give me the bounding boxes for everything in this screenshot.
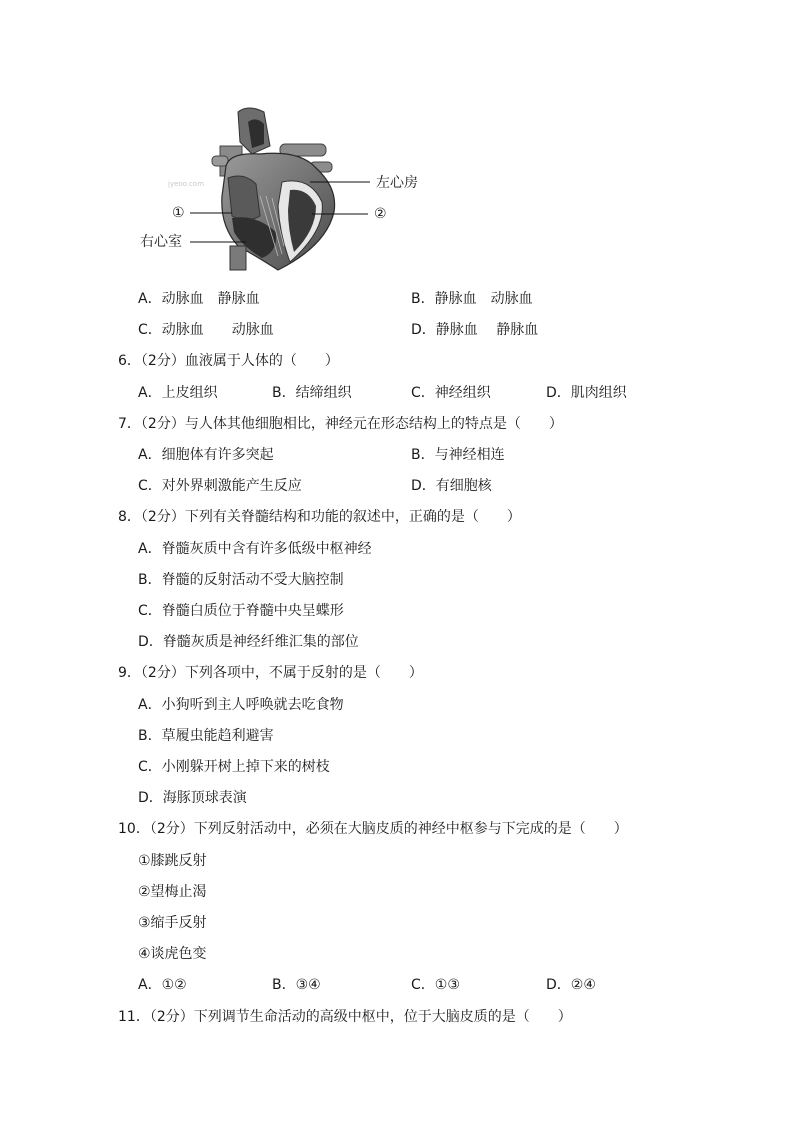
q6-option-d[interactable]: D．肌肉组织	[546, 385, 627, 401]
q5-option-b[interactable]: B．静脉血 动脉血	[411, 291, 533, 307]
q5-option-d[interactable]: D．静脉血 静脉血	[411, 322, 539, 338]
q11-stem: 11．（2分）下列调节生命活动的高级中枢中，位于大脑皮质的是（ ）	[118, 1009, 572, 1025]
q8-option-a[interactable]: A．脊髓灰质中含有许多低级中枢神经	[138, 541, 372, 557]
q8-stem: 8．（2分）下列有关脊髓结构和功能的叙述中，正确的是（ ）	[118, 509, 521, 525]
q9-option-c[interactable]: C．小刚躲开树上掉下来的树枝	[138, 759, 330, 775]
q10-option-c[interactable]: C．①③	[411, 977, 460, 993]
q10-item-2: ②望梅止渴	[138, 884, 207, 900]
q9-option-a[interactable]: A．小狗听到主人呼唤就去吃食物	[138, 697, 344, 713]
q6-stem: 6．（2分）血液属于人体的（ ）	[118, 353, 339, 369]
q5-option-a[interactable]: A．动脉血 静脉血	[138, 291, 260, 307]
q5-option-c[interactable]: C．动脉血 动脉血	[138, 322, 274, 338]
label-right-ventricle: 右心室	[140, 234, 182, 250]
q10-item-1: ①膝跳反射	[138, 853, 207, 869]
q9-option-b[interactable]: B．草履虫能趋利避害	[138, 728, 274, 744]
label-left-atrium: 左心房	[376, 175, 418, 191]
q10-option-a[interactable]: A．①②	[138, 977, 187, 993]
q10-item-3: ③缩手反射	[138, 915, 207, 931]
q10-item-4: ④谈虎色变	[138, 946, 207, 962]
q7-stem: 7．（2分）与人体其他细胞相比，神经元在形态结构上的特点是（ ）	[118, 416, 563, 432]
q9-option-d[interactable]: D．海豚顶球表演	[138, 790, 247, 806]
q6-option-a[interactable]: A．上皮组织	[138, 385, 218, 401]
q10-option-b[interactable]: B．③④	[272, 977, 321, 993]
q6-option-c[interactable]: C．神经组织	[411, 385, 491, 401]
q7-option-c[interactable]: C．对外界刺激能产生反应	[138, 478, 302, 494]
label-circle-2: ②	[374, 206, 387, 222]
q7-option-a[interactable]: A．细胞体有许多突起	[138, 447, 274, 463]
q8-option-c[interactable]: C．脊髓白质位于脊髓中央呈蝶形	[138, 603, 344, 619]
q8-option-b[interactable]: B．脊髓的反射活动不受大脑控制	[138, 572, 344, 588]
q8-option-d[interactable]: D．脊髓灰质是神经纤维汇集的部位	[138, 634, 359, 650]
q6-option-b[interactable]: B．结缔组织	[272, 385, 352, 401]
watermark-text: jyeoo.com	[168, 180, 205, 188]
q7-option-d[interactable]: D．有细胞核	[411, 478, 492, 494]
label-circle-1: ①	[172, 205, 185, 221]
q10-option-d[interactable]: D．②④	[546, 977, 596, 993]
q9-stem: 9．（2分）下列各项中，不属于反射的是（ ）	[118, 665, 423, 681]
q10-stem: 10．（2分）下列反射活动中，必须在大脑皮质的神经中枢参与下完成的是（ ）	[118, 821, 628, 837]
q7-option-b[interactable]: B．与神经相连	[411, 447, 505, 463]
